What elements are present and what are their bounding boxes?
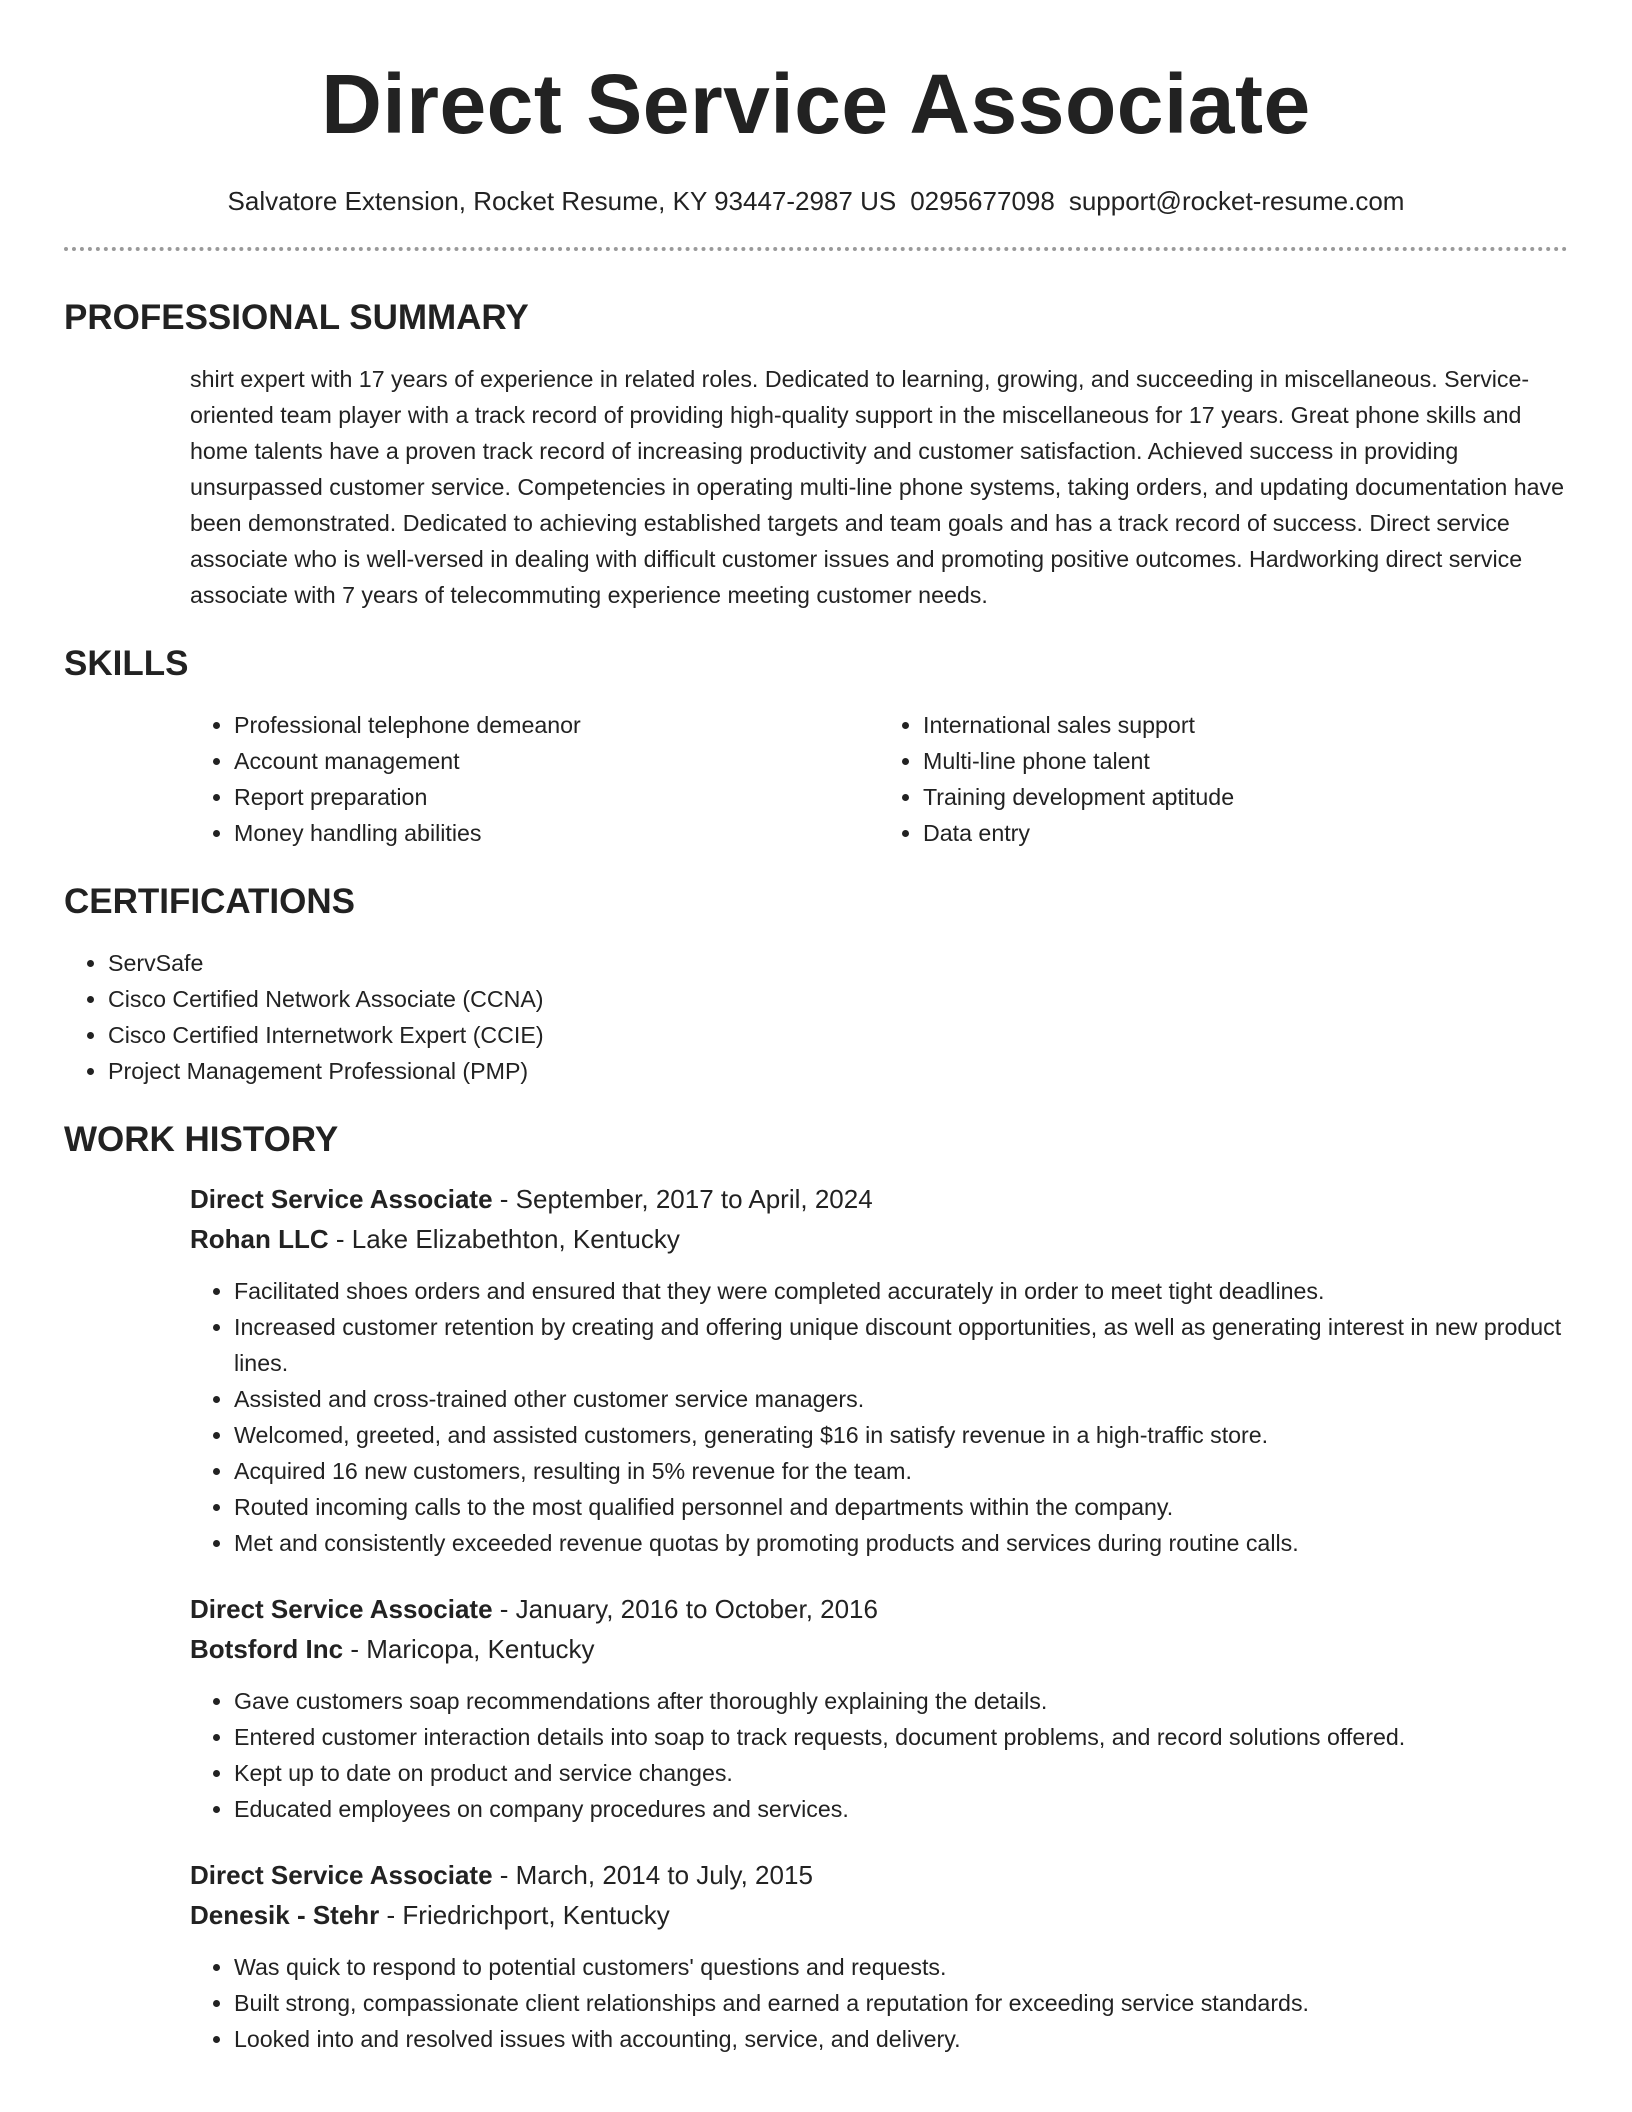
job-entry <box>190 1589 1568 1827</box>
skill-item: • Data entry <box>923 815 1568 851</box>
skills-list-right <box>879 707 1568 851</box>
job-location: - Lake Elizabethton, Kentucky <box>328 1224 680 1255</box>
skills-grid <box>190 707 1568 851</box>
job-bullet: • Was quick to respond to potential customers' questions and requests. <box>234 1949 1568 1985</box>
certification-item: • Project Management Professional (PMP) <box>108 1053 1568 1089</box>
certifications-heading: CERTIFICATIONS <box>64 882 356 922</box>
job-entry <box>190 1855 1568 2057</box>
skill-item: • Money handling abilities <box>234 815 879 851</box>
certifications-section <box>64 881 1568 1089</box>
contact-email: support@rocket-resume.com <box>1068 186 1405 216</box>
job-bullet: • Welcomed, greeted, and assisted customers, generating $16 in satisfy revenue in a high-traffic store. <box>234 1417 1568 1453</box>
job-bullet: • Assisted and cross-trained other customer service managers. <box>234 1381 1568 1417</box>
certification-item: • ServSafe <box>108 945 1568 981</box>
skill-item: • Report preparation <box>234 779 879 815</box>
job-entry <box>190 1179 1568 1561</box>
job-bullets <box>190 1949 1568 2057</box>
contact-address: Salvatore Extension, Rocket Resume, KY 93447-2987 US <box>227 186 897 216</box>
job-company-line <box>190 1629 1568 1669</box>
work-history-section <box>64 1119 1568 2057</box>
skill-item: • Training development aptitude <box>923 779 1568 815</box>
job-dates: - March, 2014 to July, 2015 <box>492 1860 813 1891</box>
resume-name-title: Direct Service Associate <box>321 57 1311 151</box>
skill-item: • International sales support <box>923 707 1568 743</box>
job-dates: - September, 2017 to April, 2024 <box>492 1184 873 1215</box>
skills-heading: SKILLS <box>64 644 189 684</box>
job-bullet: • Looked into and resolved issues with accounting, service, and delivery. <box>234 2021 1568 2057</box>
certifications-list <box>64 945 1568 1089</box>
skills-list-left <box>190 707 879 851</box>
summary-text: shirt expert with 17 years of experience in related roles. Dedicated to learning, growing, and succeeding in miscellaneous. Service-oriented team player with a track record of providing high-quality support in the miscellaneous for 17 years. Great phone skills and home talents have a proven track record of increasing productivity and customer satisfaction. Achieved success in providing unsurpassed customer service. Competencies in operating multi-line phone systems, taking orders, and updating documentation have been demonstrated. Dedicated to achieving established targets and team goals and has a track record of success. Direct service associate who is well-versed in dealing with difficult customer issues and promoting positive outcomes. Hardworking direct service associate with 7 years of telecommuting experience meeting customer needs. <box>190 366 1564 609</box>
job-bullet: • Gave customers soap recommendations after thoroughly explaining the details. <box>234 1683 1568 1719</box>
job-company-line <box>190 1219 1568 1259</box>
job-role-line <box>190 1855 1568 1895</box>
job-role: Direct Service Associate <box>190 1860 493 1891</box>
job-dates: - January, 2016 to October, 2016 <box>492 1594 878 1625</box>
job-bullet: • Acquired 16 new customers, resulting in 5% revenue for the team. <box>234 1453 1568 1489</box>
summary-heading: PROFESSIONAL SUMMARY <box>64 298 529 338</box>
skill-item: • Account management <box>234 743 879 779</box>
skill-item: • Multi-line phone talent <box>923 743 1568 779</box>
job-role: Direct Service Associate <box>190 1594 493 1625</box>
job-bullets <box>190 1683 1568 1827</box>
contact-phone: 0295677098 <box>910 186 1055 216</box>
job-company: Botsford Inc <box>190 1634 344 1665</box>
job-role-line <box>190 1179 1568 1219</box>
job-bullets <box>190 1273 1568 1561</box>
job-bullet: • Routed incoming calls to the most qualified personnel and departments within the company. <box>234 1489 1568 1525</box>
job-bullet: • Kept up to date on product and service changes. <box>234 1755 1568 1791</box>
header-divider <box>64 247 1568 251</box>
job-location: - Friedrichport, Kentucky <box>379 1900 670 1931</box>
job-bullet: • Increased customer retention by creating and offering unique discount opportunities, as well as generating interest in new product lines. <box>234 1309 1568 1381</box>
job-bullet: • Educated employees on company procedures and services. <box>234 1791 1568 1827</box>
work-history-heading: WORK HISTORY <box>64 1120 339 1160</box>
skills-section <box>64 643 1568 851</box>
job-bullet: • Met and consistently exceeded revenue quotas by promoting products and services during routine calls. <box>234 1525 1568 1561</box>
job-bullet: • Entered customer interaction details into soap to track requests, document problems, and record solutions offered. <box>234 1719 1568 1755</box>
certification-item: • Cisco Certified Internetwork Expert (CCIE) <box>108 1017 1568 1053</box>
job-company-line <box>190 1895 1568 1935</box>
job-company: Rohan LLC <box>190 1224 329 1255</box>
skill-item: • Professional telephone demeanor <box>234 707 879 743</box>
job-role-line <box>190 1589 1568 1629</box>
contact-line <box>64 186 1568 217</box>
job-bullet: • Built strong, compassionate client relationships and earned a reputation for exceeding service standards. <box>234 1985 1568 2021</box>
job-role: Direct Service Associate <box>190 1184 493 1215</box>
summary-section <box>64 297 1568 613</box>
job-bullet: • Facilitated shoes orders and ensured that they were completed accurately in order to meet tight deadlines. <box>234 1273 1568 1309</box>
job-company: Denesik - Stehr <box>190 1900 380 1931</box>
job-location: - Maricopa, Kentucky <box>343 1634 595 1665</box>
certification-item: • Cisco Certified Network Associate (CCNA) <box>108 981 1568 1017</box>
